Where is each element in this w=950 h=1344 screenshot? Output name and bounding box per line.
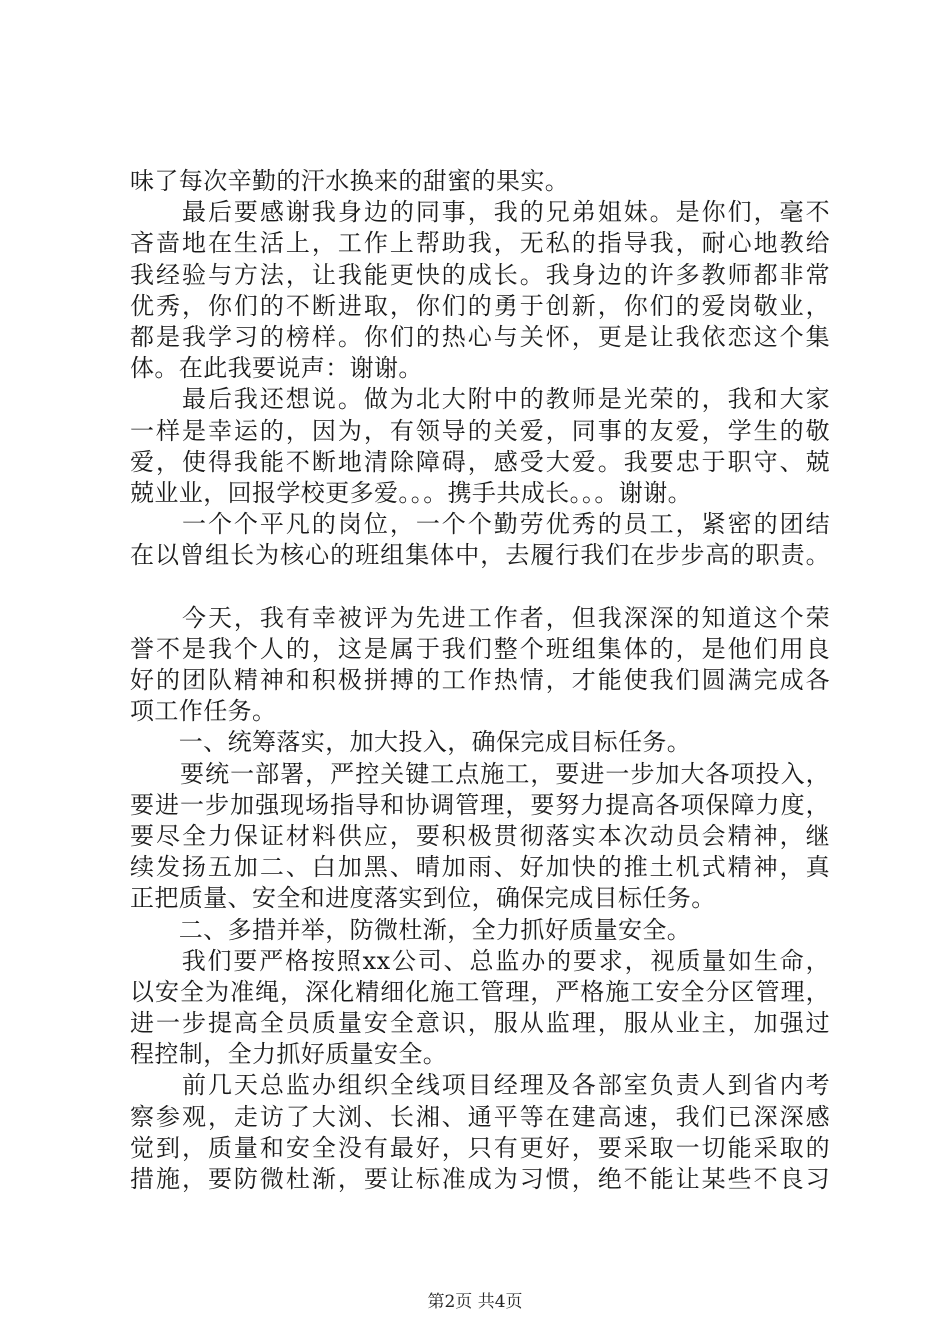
text-line: 一、统筹落实，加大投入，确保完成目标任务。 [130, 728, 692, 757]
text-line: 体。在此我要说声：谢谢。 [130, 354, 423, 383]
text-line: 最后我还想说。做为北大附中的教师是光荣的，我和大家 [130, 385, 830, 414]
text-line: 以安全为准绳，深化精细化施工管理，严格施工安全分区管理， [130, 977, 830, 1006]
text-line: 我们要严格按照xx公司、总监办的要求，视质量如生命， [130, 946, 830, 975]
page-number-footer: 第2页 共4页 [427, 1292, 523, 1312]
text-line: 都是我学习的榜样。你们的热心与关怀，更是让我依恋这个集 [130, 322, 830, 351]
text-line: 察参观，走访了大浏、长湘、通平等在建高速，我们已深深感 [130, 1102, 830, 1131]
text-line: 二、多措并举，防微杜渐，全力抓好质量安全。 [130, 915, 692, 944]
text-line: 项工作任务。 [130, 697, 277, 726]
text-line: 要尽全力保证材料供应，要积极贯彻落实本次动员会精神，继 [130, 821, 830, 850]
text-line: 吝啬地在生活上，工作上帮助我，无私的指导我，耐心地教给 [130, 229, 830, 258]
text-line: 好的团队精神和积极拼搏的工作热情，才能使我们圆满完成各 [130, 666, 830, 694]
text-line: 前几天总监办组织全线项目经理及各部室负责人到省内考 [130, 1071, 830, 1100]
text-line: 程控制，全力抓好质量安全。 [130, 1040, 448, 1069]
text-line: 最后要感谢我身边的同事，我的兄弟姐妹。是你们，毫不 [130, 198, 830, 227]
text-line: 一个个平凡的岗位，一个个勤劳优秀的员工，紧密的团结 [130, 510, 830, 539]
text-line: 优秀，你们的不断进取，你们的勇于创新，你们的爱岗敬业， [130, 291, 830, 320]
text-line: 爱，使得我能不断地清除障碍，感受大爱。我要忠于职守、兢 [130, 447, 830, 476]
paragraph-gap [130, 571, 830, 602]
text-line: 我经验与方法，让我能更快的成长。我身边的许多教师都非常 [130, 260, 830, 289]
text-line: 正把质量、安全和进度落实到位，确保完成目标任务。 [130, 884, 716, 913]
text-line: 兢业业，回报学校更多爱。。。携手共成长。。。谢谢。 [130, 478, 692, 507]
text-line: 今天，我有幸被评为先进工作者，但我深深的知道这个荣 [130, 603, 830, 632]
text-line: 在以曾组长为核心的班组集体中，去履行我们在步步高的职责。 [130, 541, 830, 570]
text-line: 觉到，质量和安全没有最好，只有更好，要采取一切能采取的 [130, 1133, 830, 1162]
text-line: 进一步提高全员质量安全意识，服从监理，服从业主，加强过 [130, 1009, 830, 1038]
text-line: 誉不是我个人的，这是属于我们整个班组集体的，是他们用良 [130, 634, 830, 663]
text-line: 要进一步加强现场指导和协调管理，要努力提高各项保障力度， [130, 790, 830, 819]
text-line: 措施，要防微杜渐，要让标准成为习惯，绝不能让某些不良习 [130, 1165, 830, 1193]
text-line: 味了每次辛勤的汗水换来的甜蜜的果实。 [130, 167, 570, 195]
document-body [130, 166, 830, 1195]
text-line: 要统一部署，严控关键工点施工，要进一步加大各项投入， [130, 759, 830, 788]
text-line: 一样是幸运的，因为，有领导的关爱，同事的友爱，学生的敬 [130, 416, 830, 445]
text-line: 续发扬五加二、白加黑、晴加雨、好加快的推土机式精神，真 [130, 853, 830, 882]
